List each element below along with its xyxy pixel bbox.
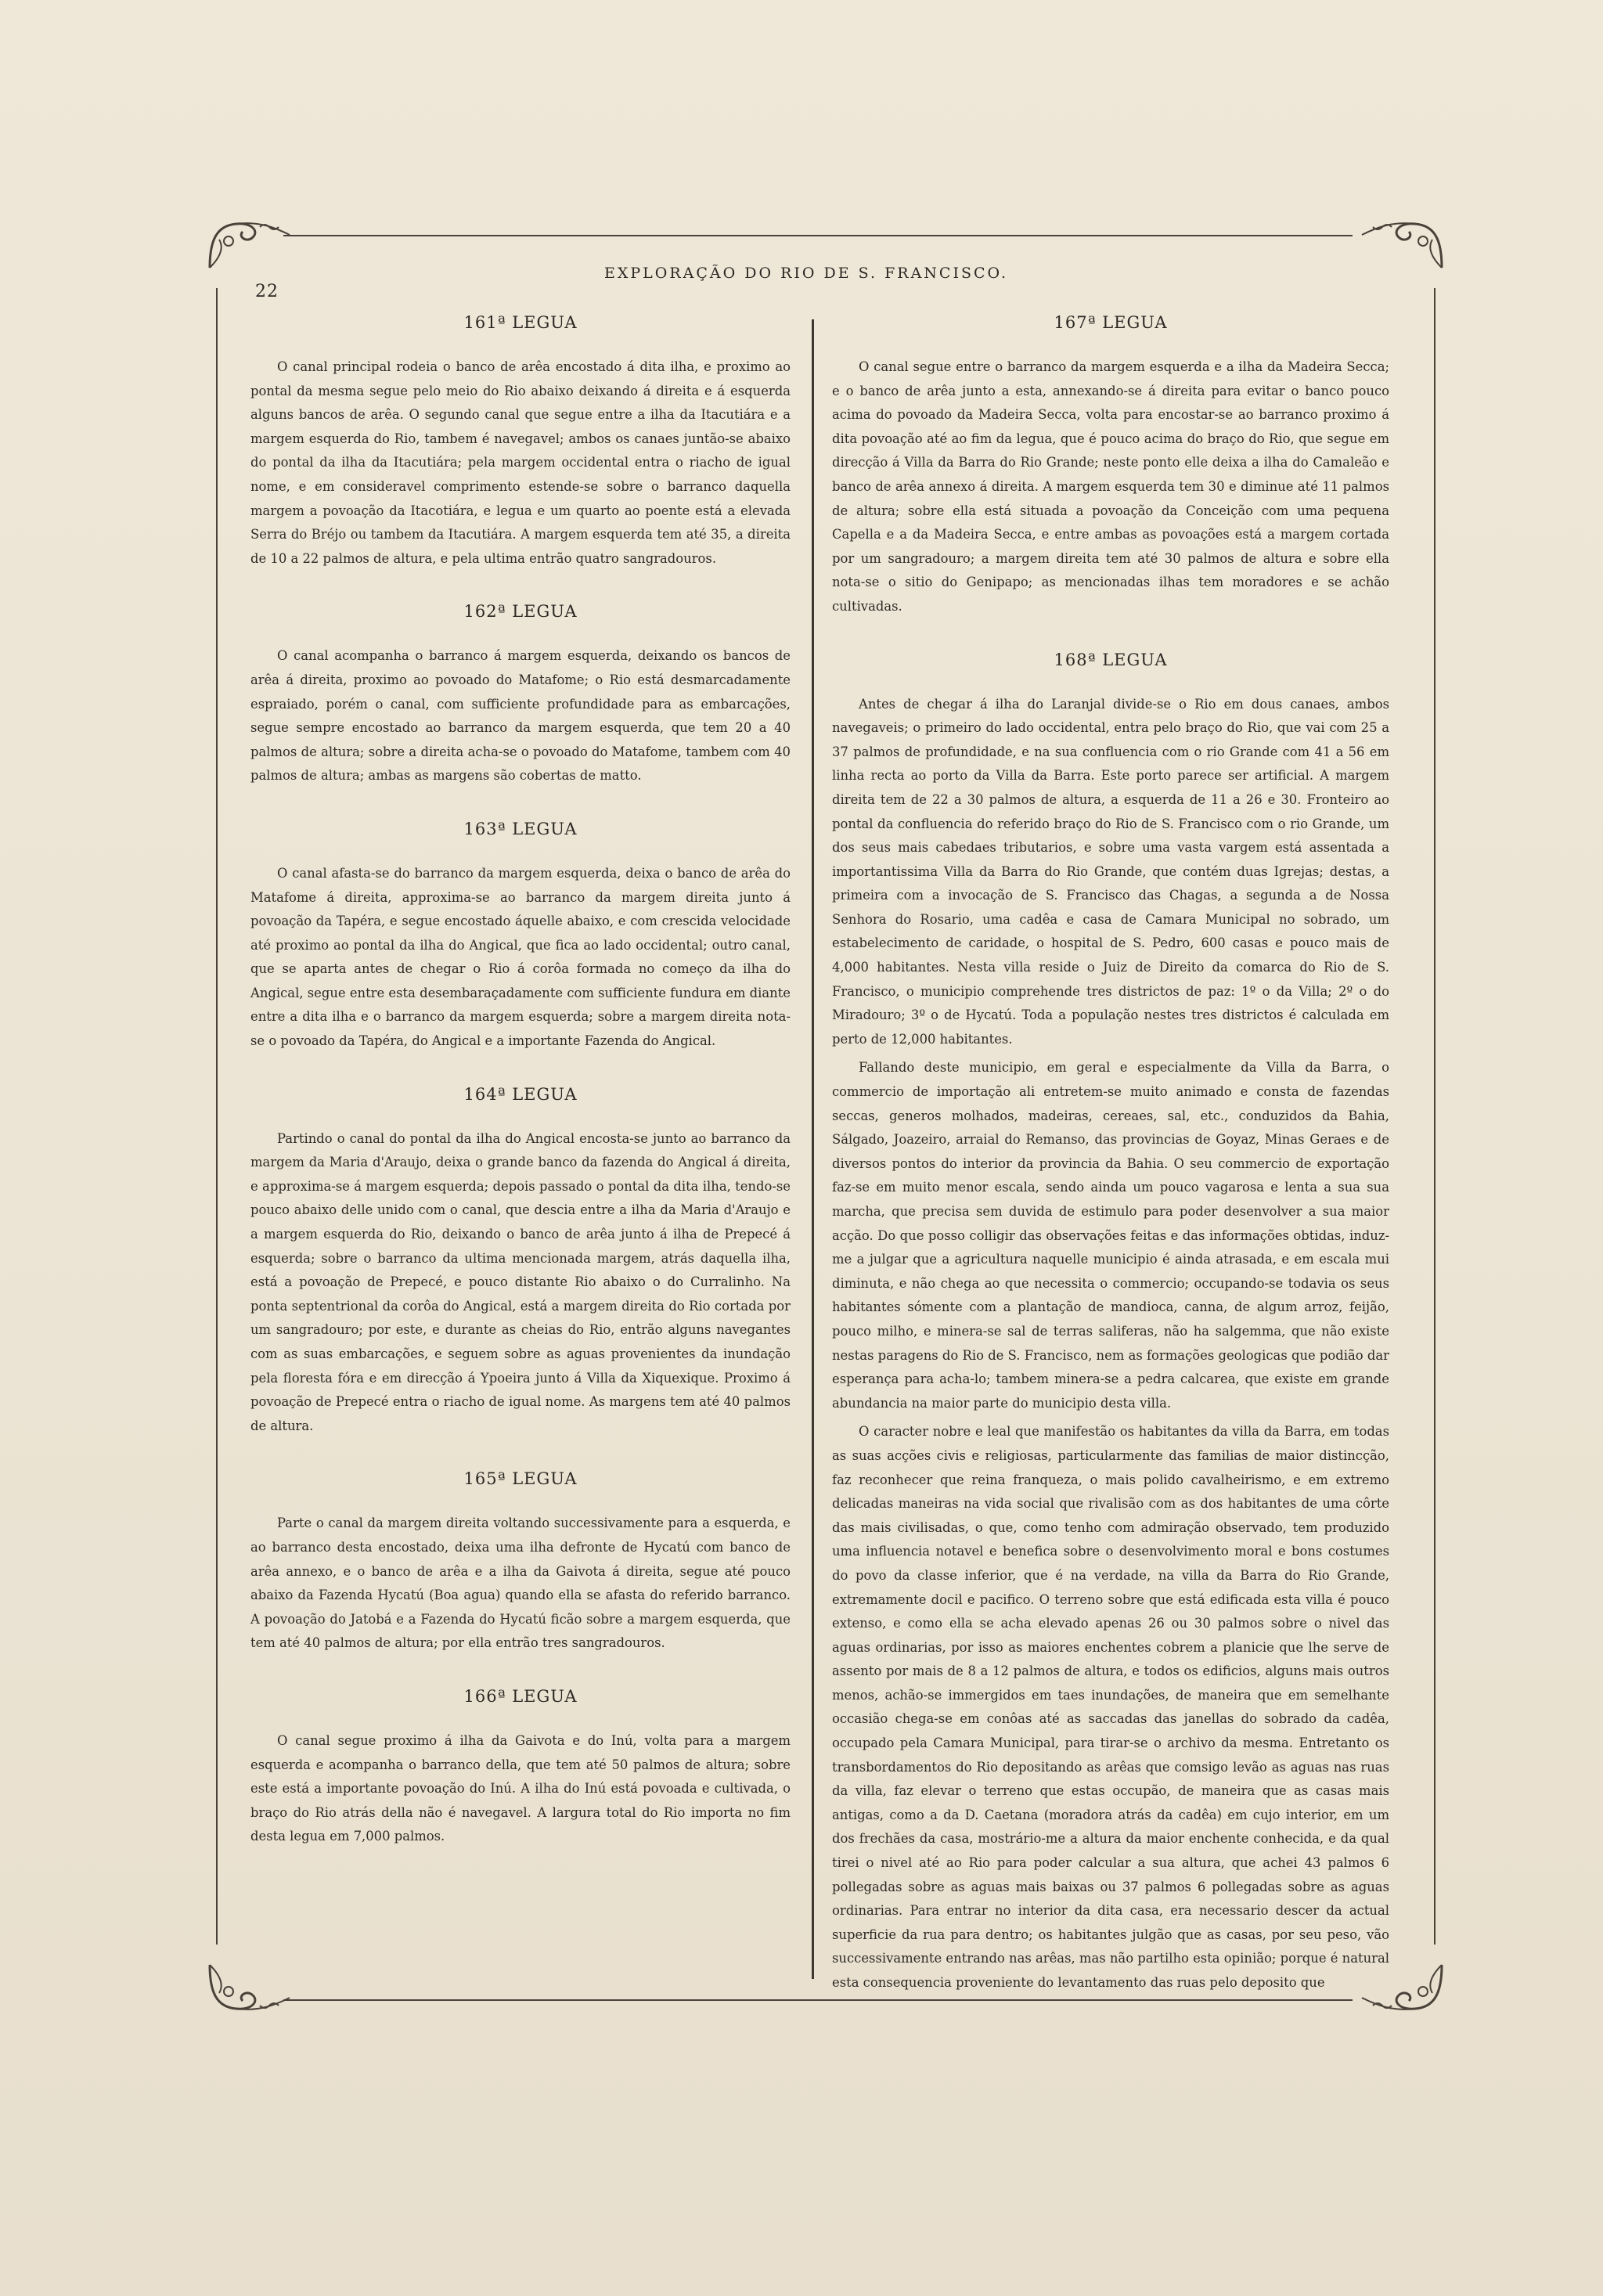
left-column xyxy=(250,313,791,1880)
frame-top-rule xyxy=(283,235,1353,236)
legua-section xyxy=(250,1085,791,1439)
section-number: 166ª xyxy=(463,1686,506,1706)
section-title xyxy=(832,651,1389,669)
section-title xyxy=(250,820,791,838)
section-title xyxy=(250,1469,791,1488)
section-paragraph: O canal segue entre o barranco da margem esquerda e a ilha da Madeira Secca; e o banco de arêa junto a esta, annexando-se á direita para evitar o banco pouco acima do povoado da Madeira Secca, volta para encostar-se ao barranco proximo á dita povoação até ao fim da legua, que é pouco acima do braço do Rio, que segue em direcção á Villa da Barra do Rio Grande; neste ponto elle deixa a ilha do Camaleão e banco de arêa annexo á direita. A margem esquerda tem 30 e diminue até 11 palmos de altura; sobre ella está situada a povoação da Conceição com uma pequena Capella e a da Madeira Secca, e entre ambas as povoações está a margem cortada por um sangradouro; a margem direita tem até 30 palmos de altura e sobre ella nota-se o sitio do Genipapo; as mencionadas ilhas tem moradores e se achão cultivadas. xyxy=(832,359,1389,614)
corner-ornament-icon xyxy=(205,1960,291,2015)
section-paragraph: O caracter nobre e leal que manifestão os habitantes da villa da Barra, em todas as suas acções civis e religiosas, particularmente das familias de maior distincção, faz reconhecer que reina franqueza, o mais polido cavalheirismo, e em extremo delicadas maneiras na vida social que rivalisão com as dos habitantes de uma côrte das mais civilisadas, o que, como tenho com admiração observado, tem produzido uma influencia notavel e benefica sobre o desenvolvimento moral e bons costumes do povo da classe inferior, que é na verdade, na villa da Barra do Rio Grande, extremamente docil e pacifico. O terreno sobre que está edificada esta villa é pouco extenso, e como ella se acha elevado apenas 26 ou 30 palmos sobre o nivel das aguas ordinarias, por isso as maiores enchentes cobrem a planicie que lhe serve de assento por mais de 8 a 12 palmos de altura, e todos os edificios, alguns mais outros menos, achão-se immergidos em taes inundações, de maneira que em semelhante occasião chega-se em conôas até as saccadas das janellas do sobrado da cadêa, occupado pela Camara Municipal, para tirar-se o archivo da mesma. Entretanto os transbordamentos do Rio depositando as arêas que comsigo levão as aguas nas ruas da villa, faz elevar o terreno que estas occupão, de maneira que as casas mais antigas, como a da D. Caetana (moradora atrás da cadêa) em cujo interior, em um dos frechães da casa, mostrário-me a altura da maior enchente conhecida, e da qual tirei o nivel até ao Rio para poder calcular a sua altura, que achei 43 palmos 6 pollegadas sobre as aguas mais baixas ou 37 palmos 6 pollegadas sobre as aguas ordinarias. Para entrar no interior da dita casa, era necessario descer da actual superficie da rua para dentro; os habitantes julgão que as casas, por seu peso, vão successivamente entrando nas arêas, mas não partilho esta opinião; porque é natural esta consequencia proveniente do levantamento das ruas pelo deposito que xyxy=(832,1424,1389,1990)
page-number: 22 xyxy=(255,282,279,301)
section-title xyxy=(250,602,791,621)
running-head: EXPLORAÇÃO DO RIO DE S. FRANCISCO. xyxy=(603,265,1009,282)
section-heading-word: LEGUA xyxy=(512,313,578,332)
section-paragraph: O canal segue proximo á ilha da Gaivota e do Inú, volta para a margem esquerda e acompanha o barranco della, que tem até 50 palmos de altura; sobre este está a importante povoação do Inú. A ilha do Inú está povoada e cultivada, o braço do Rio atrás della não é navegavel. A largura total do Rio importa no fim desta legua em 7,000 palmos. xyxy=(250,1732,791,1844)
right-column xyxy=(832,313,1389,2027)
section-paragraph: O canal acompanha o barranco á margem esquerda, deixando os bancos de arêa á direita, proximo ao povoado do Matafome; o Rio está desmarcadamente espraiado, porém o canal, com sufficiente profundidade para as embarcações, segue sempre encostado ao barranco da margem esquerda, que tem 20 a 40 palmos de altura; sobre a direita acha-se o povoado do Matafome, tambem com 40 palmos de altura; ambas as margens são cobertas de matto. xyxy=(250,648,791,784)
frame-right-rule xyxy=(1434,288,1435,1945)
section-heading-word: LEGUA xyxy=(1102,313,1168,332)
frame-left-rule xyxy=(216,288,218,1945)
section-number: 167ª xyxy=(1054,313,1097,332)
column-divider xyxy=(812,319,814,1979)
legua-section xyxy=(250,313,791,571)
legua-section xyxy=(832,313,1389,619)
section-number: 168ª xyxy=(1054,650,1097,669)
section-paragraph: O canal principal rodeia o banco de arêa encostado á dita ilha, e proximo ao pontal da mesma segue pelo meio do Rio abaixo deixando á direita e á esquerda alguns bancos de arêa. O segundo canal que segue entre a ilha da Itacutiára e a margem esquerda do Rio, tambem é navegavel; ambos os canaes juntão-se abaixo do pontal da ilha da Itacutiára; pela margem occidental entra o riacho de igual nome, e em consideravel comprimento estende-se sobre o barranco daquella margem a povoação da Itacotiára, e legua e um quarto ao poente está a elevada Serra do Bréjo ou tambem da Itacutiára. A margem esquerda tem até 35, a direita de 10 a 22 palmos de altura, e pela ultima entrão quatro sangradouros. xyxy=(250,359,791,566)
section-number: 161ª xyxy=(463,313,506,332)
section-paragraph: Partindo o canal do pontal da ilha do Angical encosta-se junto ao barranco da margem da Maria d'Araujo, deixa o grande banco da fazenda do Angical á direita, e approxima-se á margem esquerda; depois passado o pontal da dita ilha, tendo-se pouco abaixo delle unido com o canal, que descia entre a ilha da Maria d'Araujo e a margem esquerda do Rio, deixando o banco de arêa junto á ilha de Prepecé á esquerda; sobre o barranco da ultima mencionada margem, atrás daquella ilha, está a povoação de Prepecé, e pouco distante Rio abaixo o do Curralinho. Na ponta septentrional da corôa do Angical, está a margem direita do Rio cortada por um sangradouro; por este, e durante as cheias do Rio, entrão alguns navegantes com as suas embarcações, e seguem sobre as aguas provenientes da inundação pela floresta fóra e em direcção á Ypoeira junto á Villa da Xiquexique. Proximo á povoação de Prepecé entra o riacho de igual nome. As margens tem até 40 palmos de altura. xyxy=(250,1130,791,1433)
section-heading-word: LEGUA xyxy=(512,1686,578,1706)
legua-section xyxy=(250,1687,791,1849)
section-title xyxy=(250,1085,791,1104)
section-heading-word: LEGUA xyxy=(512,819,578,838)
legua-section xyxy=(832,651,1389,1995)
section-number: 163ª xyxy=(463,819,506,838)
section-number: 165ª xyxy=(463,1469,506,1489)
corner-ornament-icon xyxy=(205,218,291,272)
section-paragraph: Parte o canal da margem direita voltando successivamente para a esquerda, e ao barranco desta encostado, deixa uma ilha defronte de Hycatú com banco de arêa annexo, e o banco de arêa e a ilha da Gaivota á direita, segue até pouco abaixo da Fazenda Hycatú (Boa agua) quando ella se afasta do referido barranco. A povoação do Jatobá e a Fazenda do Hycatú ficão sobre a margem esquerda, que tem até 40 palmos de altura; por ella entrão tres sangradouros. xyxy=(250,1516,791,1651)
section-heading-word: LEGUA xyxy=(512,1084,578,1104)
section-number: 164ª xyxy=(463,1084,506,1104)
section-title xyxy=(832,313,1389,332)
legua-section xyxy=(250,820,791,1054)
section-paragraph: Fallando deste municipio, em geral e especialmente da Villa da Barra, o commercio de importação ali entretem-se muito animado e consta de fazendas seccas, generos molhados, madeiras, cereaes, sal, etc., conduzidos da Bahia, Sálgado, Joazeiro, arraial do Remanso, das provincias de Goyaz, Minas Geraes e de diversos pontos do interior da provincia da Bahia. O seu commercio de exportação faz-se em muito menor escala, sendo ainda um pouco vagarosa e lenta a sua sua marcha, que precisa sem duvida de estimulo para poder desenvolver a sua maior acção. Do que posso colligir das observações feitas e das informações obtidas, induz-me a julgar que a agricultura naquelle municipio é ainda atrasada, e em escala mui diminuta, e não chega ao que necessita o commercio; occupando-se todavia os seus habitantes sómente com a plantação de mandioca, canna, de algum arroz, feijão, pouco milho, e minera-se sal de terras saliferas, não ha salgemma, que não existe nestas paragens do Rio de S. Francisco, nem as formações geologicas que podião dar esperança para acha-lo; tambem minera-se a pedra calcarea, que existe em grande abundancia na maior parte do municipio desta villa. xyxy=(832,1060,1389,1411)
section-heading-word: LEGUA xyxy=(1102,650,1168,669)
section-heading-word: LEGUA xyxy=(512,602,578,622)
section-heading-word: LEGUA xyxy=(512,1469,578,1489)
section-number: 162ª xyxy=(463,602,506,622)
section-paragraph: Antes de chegar á ilha do Laranjal divide-se o Rio em dous canaes, ambos navegaveis; o primeiro do lado occidental, entra pelo braço do Rio, que vai com 25 a 37 palmos de profundidade, e na sua confluencia com o rio Grande com 41 a 56 em linha recta ao porto da Villa da Barra. Este porto parece ser artificial. A margem direita tem de 22 a 30 palmos de altura, a esquerda de 11 a 26 e 30. Fronteiro ao pontal da confluencia do referido braço do Rio de S. Francisco com o rio Grande, um dos seus mais cabedaes tributarios, e sobre uma vasta vargem está assentada a importantissima Villa da Barra do Rio Grande, que contém duas Igrejas; destas, a primeira com a invocação de S. Francisco das Chagas, a segunda a de Nossa Senhora do Rosario, uma cadêa e casa de Camara Municipal no sobrado, um estabelecimento de caridade, o hospital de S. Pedro, 600 casas e pouco mais de 4,000 habitantes. Nesta villa reside o Juiz de Direito da comarca do Rio de S. Francisco, o municipio comprehende tres districtos de paz: 1º o da Villa; 2º o do Miradouro; 3º o de Hycatú. Toda a população nestes tres districtos é calculada em perto de 12,000 habitantes. xyxy=(832,696,1389,1047)
legua-section xyxy=(250,1469,791,1656)
section-title xyxy=(250,1687,791,1706)
section-title xyxy=(250,313,791,332)
legua-section xyxy=(250,602,791,788)
corner-ornament-icon xyxy=(1360,218,1446,272)
section-paragraph: O canal afasta-se do barranco da margem esquerda, deixa o banco de arêa do Matafome á direita, approxima-se ao barranco da margem direita junto á povoação da Tapéra, e segue encostado áquelle abaixo, e com crescida velocidade até proximo ao pontal da ilha do Angical, que fica ao lado occidental; outro canal, que se aparta antes de chegar o Rio á corôa formada no começo da ilha do Angical, segue entre esta desembaraçadamente com sufficiente fundura em diante entre a dita ilha e o barranco da margem esquerda; sobre a margem direita nota-se o povoado da Tapéra, do Angical e a importante Fazenda do Angical. xyxy=(250,865,791,1049)
